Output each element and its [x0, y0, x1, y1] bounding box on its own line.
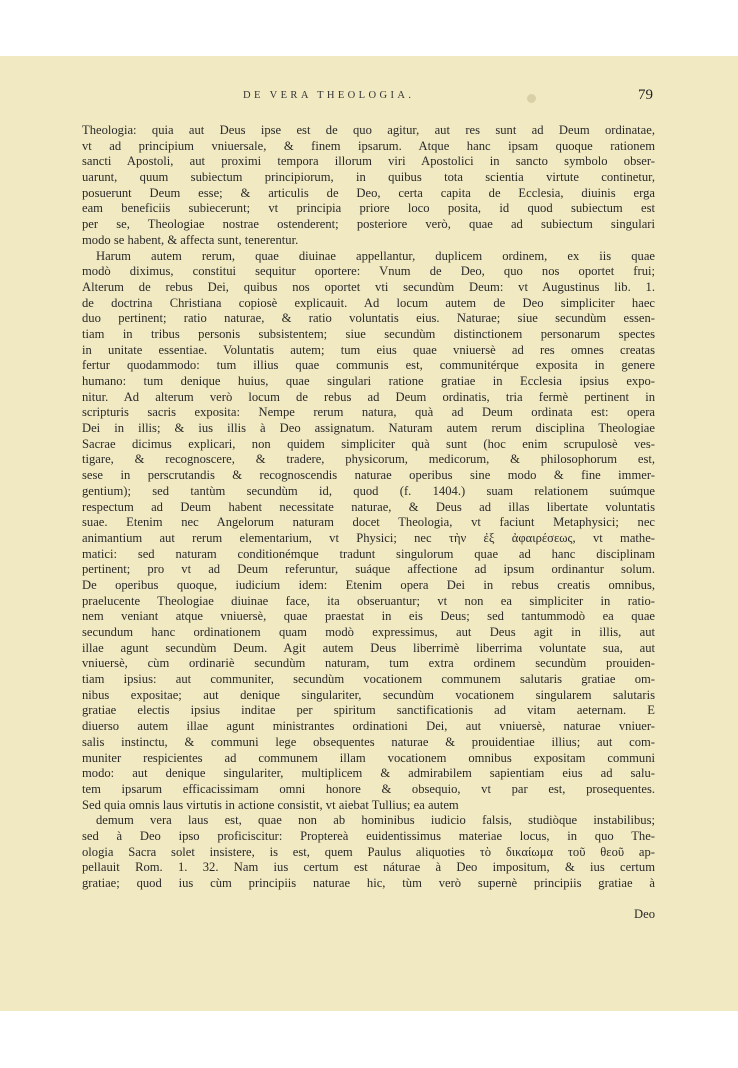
text-line: Dei in illis; & ius illis à Deo assignatum. Naturam autem rerum disciplina Theologiae	[82, 421, 655, 436]
text-line: pellauit Rom. 1. 32. Nam ius certum est náturae à Deo impositum, & ius certum	[82, 860, 655, 875]
text-line: scripturis sacris exposita: Nempe rerum natura, quà ad Deum ordinata est: opera	[82, 405, 655, 420]
text-line: diuerso autem illae agunt ministrantes ordinationi Dei, aut vniuersè, naturae vniuer-	[82, 719, 655, 734]
text-line: animantium aut rerum elementarium, vt Physici; nec τὴν ἐξ ἀφαιρέσεως, vt mathe-	[82, 530, 655, 545]
text-line: De operibus quoque, iudicium idem: Etenim opera Dei in rebus creatis omnibus,	[82, 577, 655, 592]
text-line	[82, 892, 655, 908]
text-line: vt ad principium vniuersale, & finem ipsarum. Atque hanc ipsam quoque rationem	[82, 138, 655, 153]
text-line: gratiae; quod ius cùm principiis naturae hic, tùm verò supernè principiis gratiae à	[82, 876, 655, 890]
text-line: fertur quodammodo: tum illius quae communis est, communitérque exposita in genere	[82, 358, 655, 373]
text-line: tiam ipsius: aut communiter, secundùm vocationem communem salutaris gratiae om-	[82, 672, 655, 687]
text-line: sese in perscrutandis & recognoscendis naturae operibus sine modo & fine immer-	[82, 468, 655, 483]
text-line: eam beneficiis subiecerunt; vt principia priore loco posita, id quod subiectum est	[82, 201, 655, 216]
body-text	[82, 123, 655, 923]
running-title: DE VERA THEOLOGIA.	[243, 90, 415, 101]
text-line: ologia Sacra solet insistere, is est, quem Paulus aliquoties τὸ δικαίωμα τοῦ θεοῦ ap-	[82, 844, 655, 859]
page-number: 79	[638, 87, 653, 103]
text-line: Alterum de rebus Dei, quibus nos oportet vti secundùm Deum: vt Augustinus lib. 1.	[82, 279, 655, 294]
text-line: gratiae electis ipsius inditae per spiritum sanctificationis ad vitam aeternam. E	[82, 703, 655, 718]
text-line: Sacrae dicimus explicari, non quidem simpliciter quà sunt (hoc enim scrupulosè ves-	[82, 436, 655, 451]
text-line: modo se habent, & affecta sunt, tenerentur.	[82, 232, 299, 247]
text-line: duo pertinent; ratio naturae, & ratio voluntatis eius. Naturae; siue secundùm essen-	[82, 311, 655, 326]
text-line: tem ipsarum efficacissimam omni honore & obsequio, vt par est, prosequentes.	[82, 781, 655, 796]
text-line: praelucente Theologiae diuinae face, ita obseruantur; vt non ea simpliciter in ratio-	[82, 593, 655, 608]
text-line: nibus expositae; aut denique singulariter, secundùm vocationem singularem salutaris	[82, 687, 655, 702]
text-line: nitur. Ad alterum verò locum de rebus ad Deum ordinatis, tria fermè pertinent in	[82, 389, 655, 404]
text-line: uarunt, quum subiectum principiorum, in quibus tota scientia virtute continetur,	[82, 170, 655, 185]
page-header	[0, 87, 738, 106]
paragraph-first-line: demum vera laus est, quae non ab hominibus iudicio falsis, studiòque instabilibus;	[96, 813, 655, 828]
text-line: humano: tum denique huius, quae singulari ratione gratiae in Ecclesia ipsius expo-	[82, 374, 655, 388]
text-line: modo: aut denique singulariter, multiplicem & admirabilem sapientiam eius ad salu-	[82, 766, 655, 781]
text-line: pertinent; pro vt ad Deum referuntur, suáque affectione ad ipsum ordinantur solum.	[82, 562, 655, 577]
text-line: vniuersè, cùm ordinariè secundùm naturam, tum extra ordinem secundùm prouiden-	[82, 656, 655, 671]
text-line: Theologia: quia aut Deus ipse est de quo agitur, aut res sunt ad Deum ordinatae,	[82, 123, 655, 137]
catchword: Deo	[634, 907, 655, 922]
text-line: illae agunt secundùm Deum. Agit autem Deus liberrimè liberrima voluntate sua, aut	[82, 640, 655, 655]
text-line: sancti Apostoli, aut proximi tempora illorum viri Apostolici in sancto symbolo obser-	[82, 154, 655, 169]
text-line: tiam in tribus personis subsistentem; siue secundùm distinctionem personarum spectes	[82, 326, 655, 341]
book-page	[0, 56, 738, 1011]
text-line: muniter respicientes ad communem illam vocationem omnibus expositam communi	[82, 750, 655, 765]
text-line: tigare, & recognoscere, & tradere, physicorum, medicorum, & philosophorum est,	[82, 452, 655, 467]
paragraph-first-line: Harum autem rerum, quae diuinae appellantur, duplicem ordinem, ex iis quae	[96, 248, 655, 263]
ink-smudge	[527, 94, 536, 103]
text-line: per se, Theologiae nostrae ostenderent; posteriore verò, quae ad subiectum singulari	[82, 217, 655, 232]
text-line: modò diximus, constitui sequitur oportere: Vnum de Deo, quo nos oportet frui;	[82, 264, 655, 279]
text-line: Sed quia omnis laus virtutis in actione consistit, vt aiebat Tullius; ea autem	[82, 797, 459, 812]
text-line: nem veniant atque vniuersè, quae praestat in eis Deus; sed tantummodò ea quae	[82, 609, 655, 624]
text-line: in unitate essentiae. Voluntatis autem; tum eius quae vniuersè ad res omnes creatas	[82, 342, 655, 357]
text-line: matici: sed naturam conditionémque tradunt singulorum quae ad hanc disciplinam	[82, 546, 655, 561]
text-line: de doctrina Christiana copiosè explicauit. Ad locum autem de Deo simpliciter haec	[82, 295, 655, 310]
text-line: sed à Deo ipso proficiscitur: Proptereà euidentissimus materiae locus, in quo The-	[82, 828, 655, 843]
text-line: secundum hanc ordinationem quam modò expressimus, aut Deus agit in illis, aut	[82, 625, 655, 639]
text-line: gentium); sed tantùm secundùm id, quod (f. 1404.) suam relationem suúmque	[82, 483, 655, 498]
text-line: posuerunt Deum esse; & articulis de Deo, certa capita de Ecclesia, diuinis erga	[82, 185, 655, 200]
text-line: respectum ad Deum habent necessitate naturae, & Deus ad illas libertate voluntatis	[82, 499, 655, 514]
text-line: salis instinctu, & communi lege obsequentes naturae & prouidentiae illius; aut com-	[82, 734, 655, 749]
text-line: suae. Etenim nec Angelorum naturam docet Theologia, vt faciunt Metaphysici; nec	[82, 515, 655, 530]
